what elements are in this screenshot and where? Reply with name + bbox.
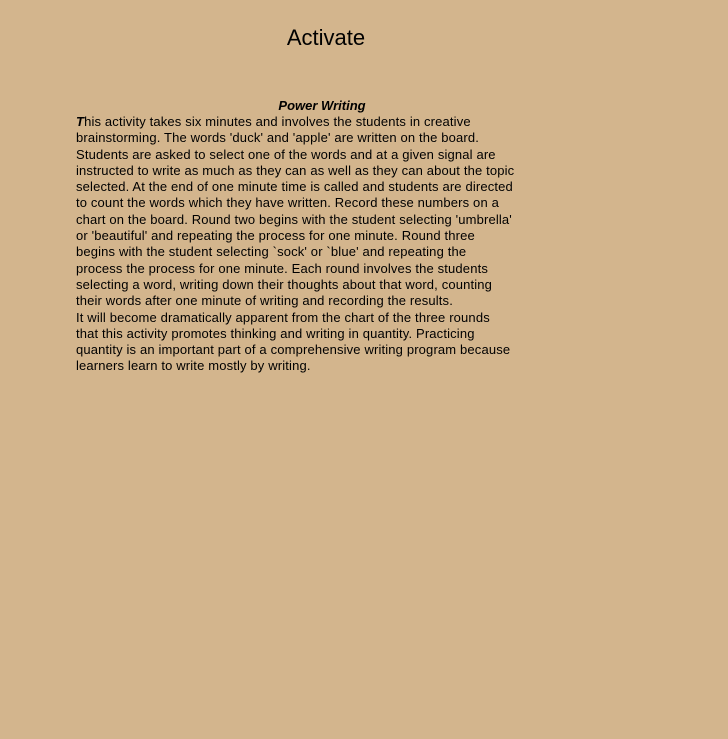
article-heading: Power Writing (278, 98, 366, 113)
page-title: Activate (286, 25, 366, 50)
first-letter: T (76, 114, 85, 129)
article-body-text: his activity takes six minutes and involves the students in creative brainstorming. The words 'duck' and 'apple' are written on the board. Students are asked to select one of the words and at a given signal are instructed to write as much as they can as well as they can about the topic selected. At the end of one minute time is called and students are directed to count the words which they have written. Record these numbers on a chart on the board. Round two begins with the student selecting 'umbrella' or 'beautiful' and repeating the process for one minute. Round three begins with the student selecting `sock' or `blue' and repeating the process the process for one minute. Each round involves the students selecting a word, writing down their thoughts about that word, counting their words after one minute of writing and recording the results. It will become dramatically apparent from the chart of the three rounds that this activity promotes thinking and writing in quantity. Practicing quantity is an important part of a comprehensive writing program because learners learn to write mostly by writing. (76, 114, 515, 374)
article-body (76, 114, 566, 375)
article (76, 98, 566, 375)
